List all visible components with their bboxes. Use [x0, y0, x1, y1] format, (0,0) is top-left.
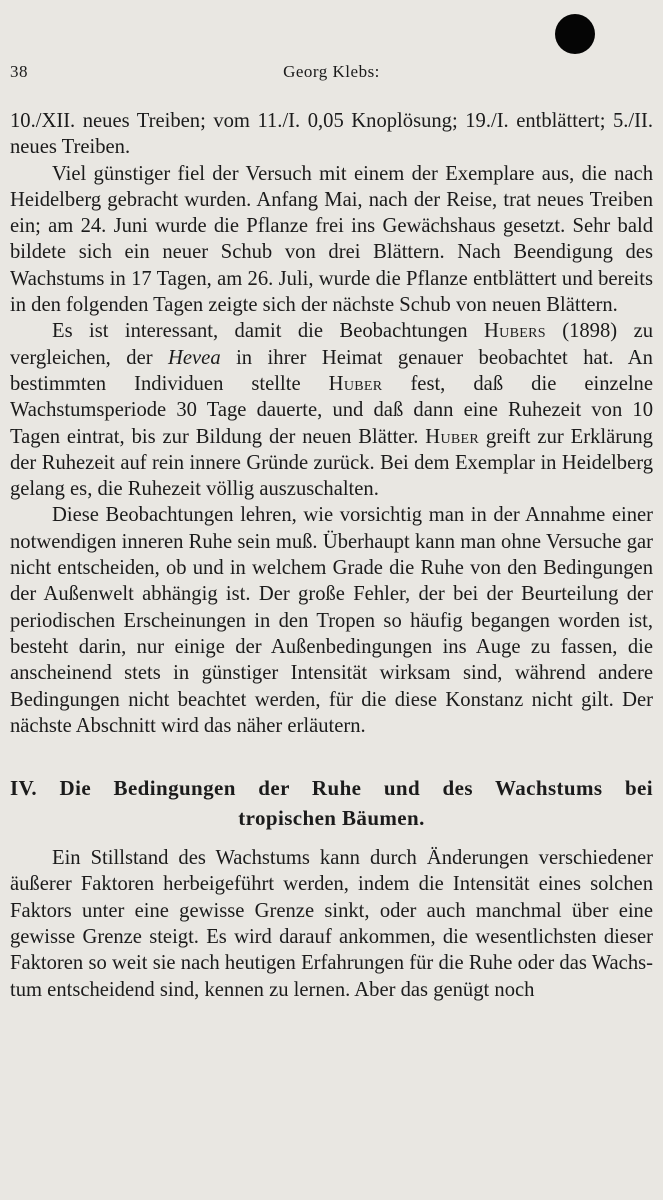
author-name-huber: Hubers	[484, 320, 546, 343]
section-heading-line2: tropischen Bäumen.	[238, 806, 425, 831]
author-name-huber: Huber	[425, 425, 479, 448]
genus-name-hevea: Hevea	[168, 346, 221, 369]
section-heading	[10, 773, 653, 833]
running-head	[10, 60, 653, 86]
text-run: greift zur Erklärung der Ruhezeit auf rein innere Gründe zurück. Bei dem Exemplar in Heidelberg gelang es, die Ruhezeit völlig auszuschalten.	[10, 425, 653, 501]
text-run: fest, daß die einzelne Wachstumsperiode 30 Tage dauerte, und daß dann eine Ruhezeit von 10 Tagen eintrat, bis zur Bildung der neuen Blätter.	[10, 372, 653, 448]
text-run: in ihrer Heimat genauer beobachtet hat. An bestimmten Individuen stellte	[10, 346, 653, 395]
punch-hole	[555, 14, 595, 54]
text-run: (1898) zu vergleichen, der	[10, 320, 654, 369]
paragraph-huber-observations	[10, 318, 653, 502]
author-name-huber: Huber	[328, 372, 383, 395]
text-run: Es ist interessant, damit die Beobachtungen	[52, 320, 468, 343]
body-text	[10, 108, 653, 1003]
page-number: 38	[10, 62, 28, 81]
paragraph-growth-factors: Ein Stillstand des Wachstums kann durch Änderungen verschiedener äußerer Faktoren herbeigeführt werden, indem die Intensität eines solchen Faktors unter eine gewisse Grenze sinkt, oder auch manchmal über eine gewisse Grenze steigt. Es wird darauf ankommen, die wesentlichsten dieser Faktoren so weit sie nach heutigen Erfahrungen für die Ruhe oder das Wachstum entscheidend sind, kennen zu lernen. Aber das genügt noch	[10, 847, 653, 1001]
author-header: Georg Klebs:	[283, 62, 380, 81]
paragraph-observations-conclusion: Diese Beobachtungen lehren, wie vorsichtig man in der Annahme einer notwendigen inneren Ruhe sein muß. Überhaupt kann man ohne Versuche gar nicht entscheiden, ob und in welchem Grade die Ruhe von den Bedingungen der Außenwelt abhängig ist. Der große Fehler, der bei der Beurteilung der periodischen Erscheinungen in den Tropen so häufig begangen worden ist, besteht darin, nur einige der Außenbedingungen ins Auge zu fassen, die anscheinend stets in günstiger Intensität wirksam sind, während andere Bedingungen nicht beachtet werden, für die diese Konstanz nicht gilt. Der nächste Abschnitt wird das näher erläutern.	[10, 504, 653, 737]
section-heading-line1: IV. Die Bedingungen der Ruhe und des Wachstums bei	[10, 776, 653, 801]
paragraph-heidelberg-experiment: Viel günstiger fiel der Versuch mit einem der Exemplare aus, die nach Heidelberg gebracht wurden. Anfang Mai, nach der Reise, trat neues Treiben ein; am 24. Juni wurde die Pflanze frei ins Gewächshaus gesetzt. Sehr bald bildete sich ein neuer Schub von drei Blättern. Nach Beendigung des Wachstums in 17 Tagen, am 26. Juli, wurde die Pflanze entblättert und bereits in den folgenden Tagen zeigte sich der nächste Schub von neuen Blättern.	[10, 162, 653, 317]
paragraph-continued: 10./XII. neues Treiben; vom 11./I. 0,05 Knoplösung; 19./I. entblättert; 5./II. neues Treiben.	[10, 110, 653, 159]
